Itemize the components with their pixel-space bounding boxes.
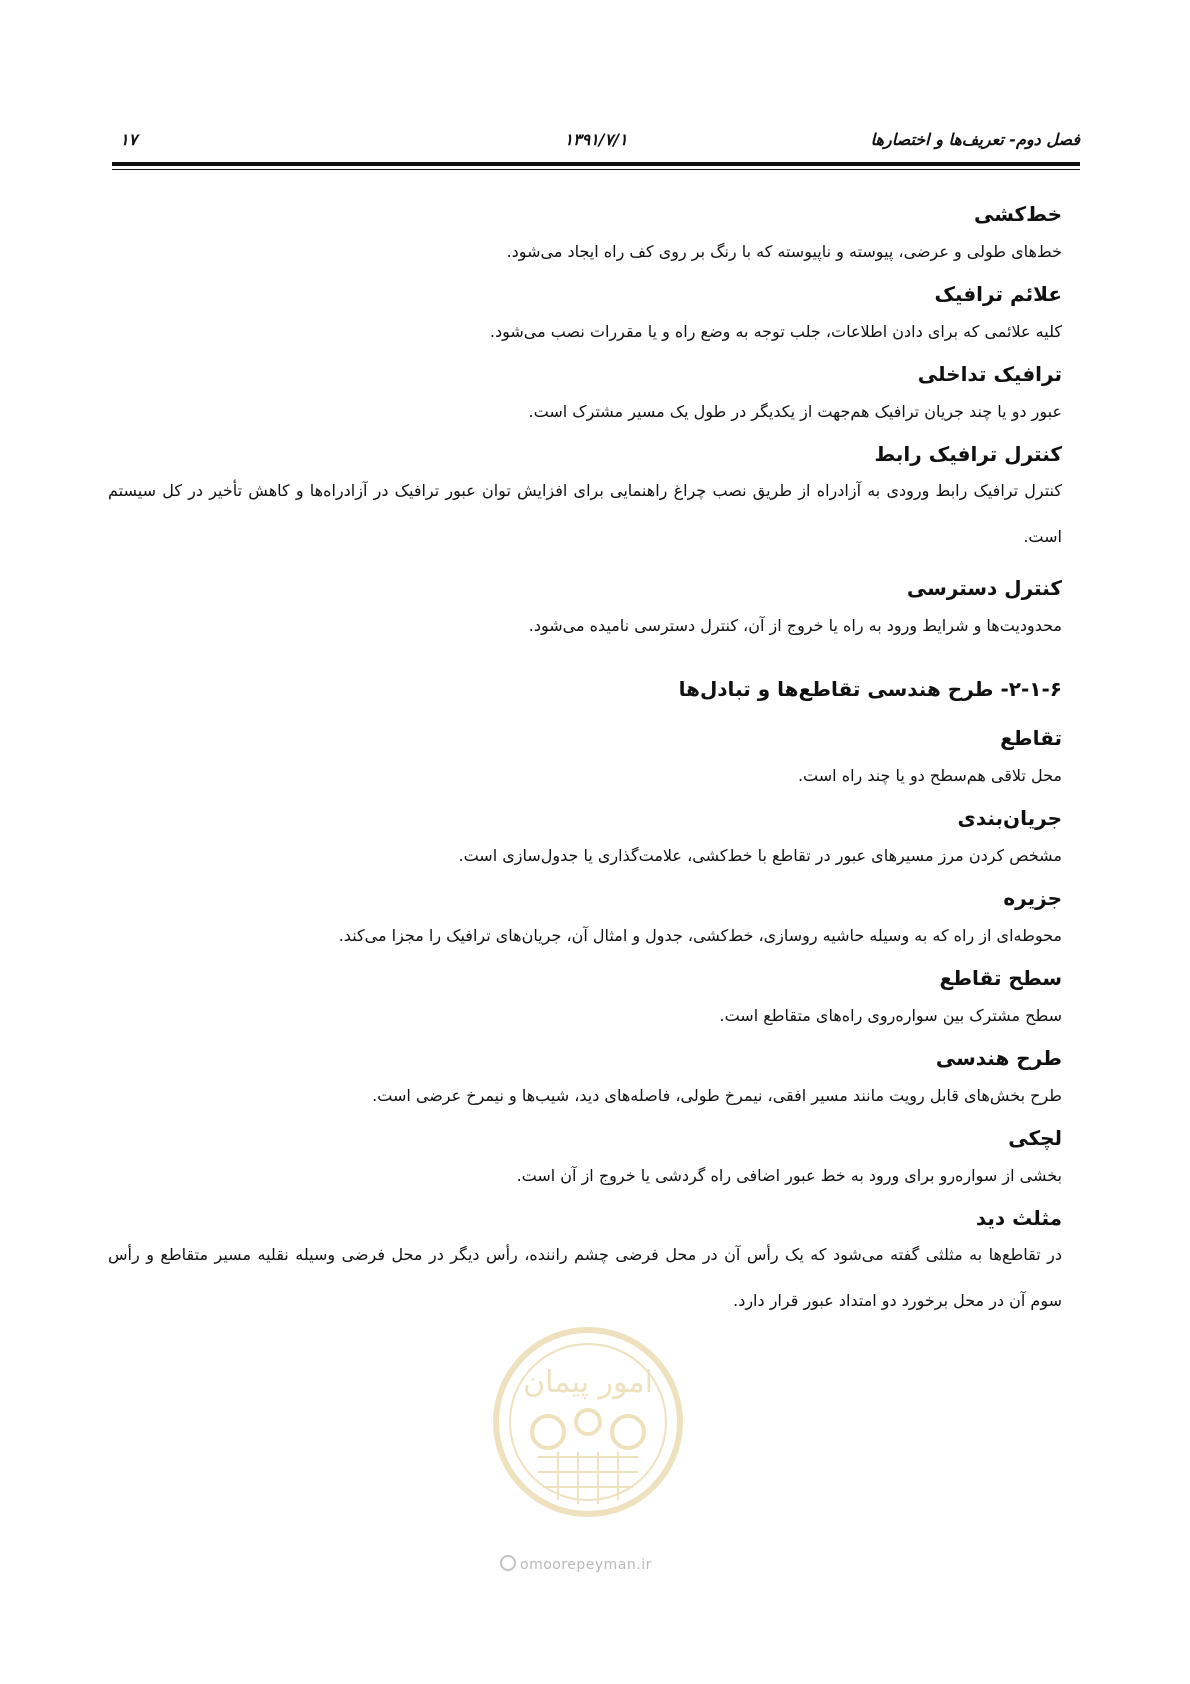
term-definition: محل تلاقی هم‌سطح دو یا چند راه است. — [797, 766, 1062, 785]
watermark-logo — [488, 1322, 688, 1522]
document-body — [108, 200, 1062, 1338]
header-date: ۱۳۹۱/۷/۱ — [564, 130, 628, 149]
term-definition: در تقاطع‌ها به مثلثی گفته می‌شود که یک رأس آن در محل فرضی چشم راننده، رأس دیگر در محل فرضی وسیله نقلیه مسیر متقاطع و رأس سوم آن در محل برخورد دو امتداد عبور قرار دارد. — [108, 1245, 1062, 1310]
term-heading: خط‌کشی — [973, 202, 1062, 226]
term-heading: جزیره — [1003, 886, 1062, 910]
term-definition: کلیه علائمی که برای دادن اطلاعات، جلب توجه به وضع راه و یا مقررات نصب می‌شود. — [489, 322, 1062, 341]
term-heading: طرح هندسی — [935, 1046, 1062, 1070]
header-rule-thin — [112, 169, 1080, 170]
term-heading: کنترل دسترسی — [906, 576, 1062, 600]
term-definition: طرح بخش‌های قابل رویت مانند مسیر افقی، نیمرخ طولی، فاصله‌های دید، شیب‌ها و نیمرخ عرضی است. — [372, 1086, 1062, 1105]
term-definition: مشخص کردن مرز مسیرهای عبور در تقاطع با خط‌کشی، علامت‌گذاری یا جدول‌سازی است. — [458, 846, 1062, 865]
at-icon — [500, 1555, 516, 1571]
term-heading: تقاطع — [1000, 726, 1062, 750]
section-heading: ۲-۱-۶- طرح هندسی تقاطع‌ها و تبادل‌ها — [678, 677, 1062, 701]
chapter-title: فصل دوم- تعریف‌ها و اختصارها — [870, 130, 1080, 149]
term-heading: سطح تقاطع — [939, 966, 1062, 990]
term-definition: عبور دو یا چند جریان ترافیک هم‌جهت از یکدیگر در طول یک مسیر مشترک است. — [528, 402, 1062, 421]
term-definition: کنترل ترافیک رابط ورودی به آزادراه از طریق نصب چراغ راهنمایی برای افزایش توان عبور ترافیک در آزادراه‌ها و کاهش تأخیر در کل سیستم است. — [108, 481, 1062, 546]
term-definition: محوطه‌ای از راه که به وسیله حاشیه روسازی، خط‌کشی، جدول و امثال آن، جریان‌های ترافیک را مجزا می‌کند. — [338, 926, 1062, 945]
term-definition: بخشی از سواره‌رو برای ورود به خط عبور اضافی راه گردشی یا خروج از آن است. — [516, 1166, 1062, 1185]
term-heading: کنترل ترافیک رابط — [874, 442, 1062, 466]
term-heading: مثلث دید — [975, 1206, 1062, 1230]
term-heading: علائم ترافیک — [934, 282, 1062, 306]
term-heading: ترافیک تداخلی — [917, 362, 1062, 386]
term-heading: جریان‌بندی — [957, 806, 1062, 830]
term-definition: سطح مشترک بین سواره‌روی راه‌های متقاطع است. — [719, 1006, 1062, 1025]
term-definition: محدودیت‌ها و شرایط ورود به راه یا خروج از آن، کنترل دسترسی نامیده می‌شود. — [528, 616, 1062, 635]
header-rule-thick — [112, 162, 1080, 166]
watermark-logo-text: امور پیمان — [523, 1365, 653, 1400]
watermark-url-text: omoorepeyman.ir — [520, 1557, 652, 1573]
watermark-url — [500, 1555, 652, 1573]
term-definition: خط‌های طولی و عرضی، پیوسته و ناپیوسته که با رنگ بر روی کف راه ایجاد می‌شود. — [506, 242, 1062, 261]
page-number: ۱۷ — [120, 130, 138, 149]
term-heading: لچکی — [1008, 1126, 1062, 1150]
page-header — [112, 130, 1080, 158]
